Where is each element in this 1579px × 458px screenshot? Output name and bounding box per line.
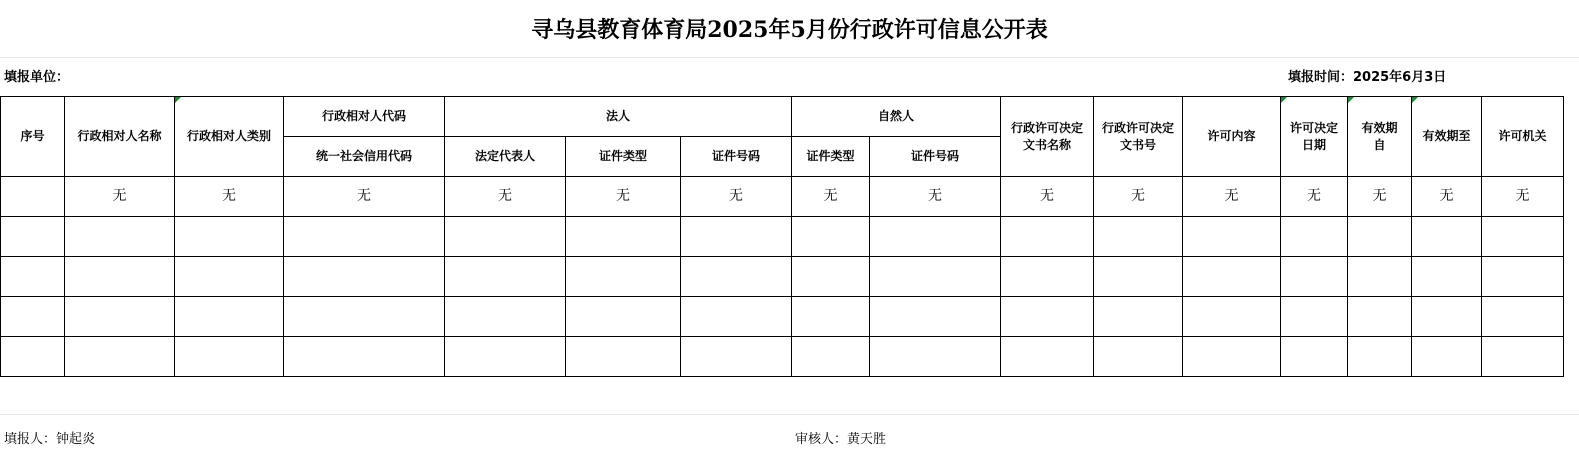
empty-cell[interactable] [681,257,792,297]
empty-cell[interactable] [1183,257,1281,297]
cell-credit-code[interactable]: 无 [284,177,445,217]
table-row [1,337,1564,377]
empty-cell[interactable] [1412,257,1482,297]
permit-info-table [0,96,1564,377]
empty-cell[interactable] [792,217,870,257]
sheet-title: 寻乌县教育体育局2025年5月份行政许可信息公开表 [0,0,1579,58]
empty-cell[interactable] [566,257,681,297]
empty-cell[interactable] [681,337,792,377]
header-natural-id-no: 证件号码 [870,137,1001,177]
empty-cell[interactable] [175,337,284,377]
empty-cell[interactable] [1412,297,1482,337]
cell-decision-date[interactable]: 无 [1281,177,1348,217]
comment-marker-icon [1348,97,1354,103]
header-content: 许可内容 [1183,97,1281,177]
empty-cell[interactable] [1094,297,1183,337]
cell-legal-id-type[interactable]: 无 [566,177,681,217]
header-legal-group: 法人 [445,97,792,137]
empty-cell[interactable] [65,297,175,337]
header-authority: 许可机关 [1482,97,1564,177]
header-legal-id-no: 证件号码 [681,137,792,177]
header-decision-date [1281,97,1348,177]
empty-cell[interactable] [175,297,284,337]
cell-decision-name[interactable]: 无 [1001,177,1094,217]
header-category [175,97,284,177]
header-seq: 序号 [1,97,65,177]
empty-cell[interactable] [1183,337,1281,377]
comment-marker-icon [1281,97,1287,103]
empty-cell[interactable] [870,297,1001,337]
empty-cell[interactable] [1482,297,1564,337]
empty-cell[interactable] [1482,337,1564,377]
cell-category[interactable]: 无 [175,177,284,217]
empty-cell[interactable] [1412,337,1482,377]
empty-cell[interactable] [1001,217,1094,257]
empty-cell[interactable] [445,257,566,297]
empty-cell[interactable] [1,337,65,377]
header-decision-name: 行政许可决定文书名称 [1001,97,1094,177]
empty-cell[interactable] [175,217,284,257]
empty-cell[interactable] [1094,337,1183,377]
filling-unit-label: 填报单位： [4,70,70,85]
empty-cell[interactable] [1482,257,1564,297]
cell-natural-id-type[interactable]: 无 [792,177,870,217]
empty-cell[interactable] [1183,297,1281,337]
header-code-group: 行政相对人代码 [284,97,445,137]
empty-cell[interactable] [1348,257,1412,297]
empty-cell[interactable] [870,217,1001,257]
empty-cell[interactable] [870,257,1001,297]
header-natural-group: 自然人 [792,97,1001,137]
empty-cell[interactable] [1001,297,1094,337]
cell-authority[interactable]: 无 [1482,177,1564,217]
empty-cell[interactable] [445,297,566,337]
empty-cell[interactable] [1,257,65,297]
cell-name[interactable]: 无 [65,177,175,217]
empty-cell[interactable] [1348,337,1412,377]
empty-cell[interactable] [1281,337,1348,377]
empty-cell[interactable] [1001,257,1094,297]
empty-cell[interactable] [1348,297,1412,337]
empty-cell[interactable] [1,217,65,257]
empty-cell[interactable] [445,217,566,257]
empty-cell[interactable] [681,297,792,337]
empty-cell[interactable] [1183,217,1281,257]
empty-cell[interactable] [1281,217,1348,257]
comment-marker-icon [175,97,181,103]
reviewer-label: 审核人：黄天胜 [795,432,887,447]
table-row [1,177,1564,217]
empty-cell[interactable] [1,297,65,337]
empty-cell[interactable] [792,257,870,297]
empty-cell[interactable] [792,337,870,377]
empty-cell[interactable] [445,337,566,377]
empty-cell[interactable] [792,297,870,337]
header-decision-date-label: 许可决定日期 [1289,120,1338,152]
table-row [1,217,1564,257]
cell-seq[interactable] [1,177,65,217]
empty-cell[interactable] [681,217,792,257]
empty-cell[interactable] [1281,257,1348,297]
header-valid-to [1412,97,1482,177]
empty-cell[interactable] [566,337,681,377]
empty-cell[interactable] [1094,217,1183,257]
filler-label: 填报人：钟起炎 [4,432,96,447]
empty-cell[interactable] [284,257,445,297]
header-valid-from-label: 有效期自 [1361,120,1398,152]
empty-cell[interactable] [1001,337,1094,377]
empty-cell[interactable] [284,337,445,377]
header-decision-no: 行政许可决定文书号 [1094,97,1183,177]
filling-date-label: 填报时间：2025年6月3日 [1288,70,1447,85]
header-category-label: 行政相对人类别 [186,129,271,143]
cell-content[interactable]: 无 [1183,177,1281,217]
table-row [1,297,1564,337]
empty-cell[interactable] [65,257,175,297]
cell-valid-from[interactable]: 无 [1348,177,1412,217]
empty-cell[interactable] [65,217,175,257]
header-credit-code: 统一社会信用代码 [284,137,445,177]
table-row [1,257,1564,297]
gridline [0,414,1579,415]
comment-marker-icon [1412,97,1418,103]
empty-cell[interactable] [1412,217,1482,257]
header-name: 行政相对人名称 [65,97,175,177]
empty-cell[interactable] [566,297,681,337]
cell-valid-to[interactable]: 无 [1412,177,1482,217]
cell-decision-no[interactable]: 无 [1094,177,1183,217]
empty-cell[interactable] [284,217,445,257]
cell-natural-id-no[interactable]: 无 [870,177,1001,217]
empty-cell[interactable] [1281,297,1348,337]
empty-cell[interactable] [870,337,1001,377]
empty-cell[interactable] [1482,217,1564,257]
empty-cell[interactable] [1348,217,1412,257]
cell-legal-id-no[interactable]: 无 [681,177,792,217]
empty-cell[interactable] [566,217,681,257]
header-legal-id-type: 证件类型 [566,137,681,177]
header-legal-rep: 法定代表人 [445,137,566,177]
header-valid-from [1348,97,1412,177]
header-valid-to-label: 有效期至 [1422,129,1471,143]
header-natural-id-type: 证件类型 [792,137,870,177]
empty-cell[interactable] [65,337,175,377]
empty-cell[interactable] [175,257,284,297]
cell-legal-rep[interactable]: 无 [445,177,566,217]
empty-cell[interactable] [1094,257,1183,297]
empty-cell[interactable] [284,297,445,337]
